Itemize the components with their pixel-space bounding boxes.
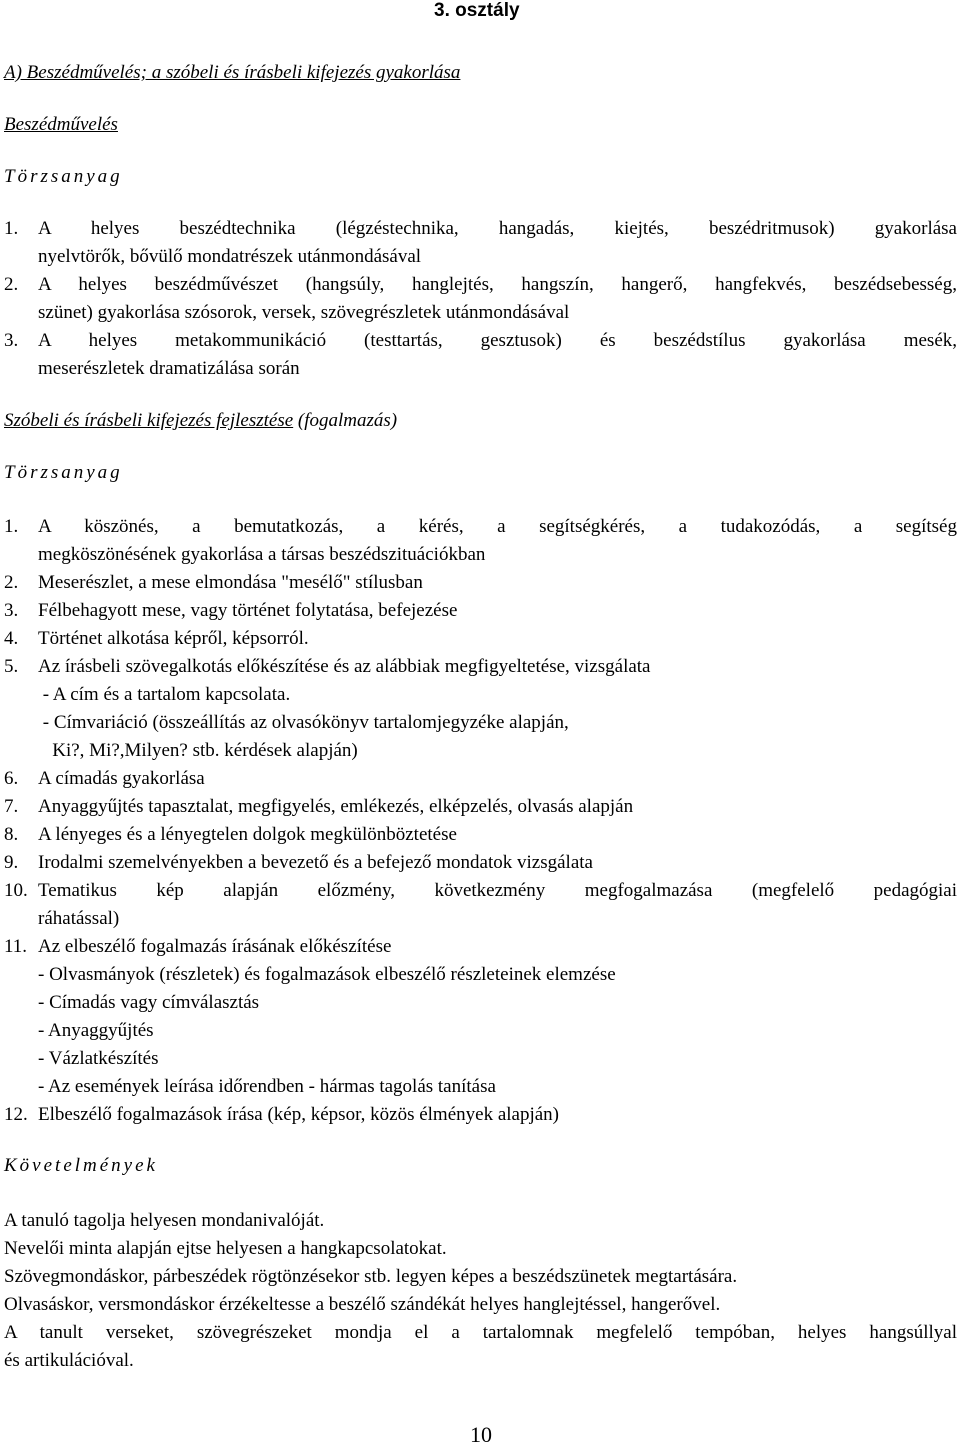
- list-item: 4. Történet alkotása képről, képsorról.: [4, 628, 309, 649]
- beszedmuveles-title: Beszédművelés: [4, 114, 118, 135]
- list-item: 5. Az írásbeli szövegalkotás előkészítése és az alábbiak megfigyeltetése, vizsgálata - A cím és a tartalom kapcsolata. - Címvariáció (összeállítás az olvasókönyv tartalomjegyzéke alapján, Ki?, Mi?,Milyen? stb. kérdések alapján): [4, 656, 651, 761]
- list-item: 8. A lényeges és a lényegtelen dolgok megkülönböztetése: [4, 824, 457, 845]
- fogalmazas-title: Szóbeli és írásbeli kifejezés fejlesztése: [4, 410, 294, 431]
- fogalmazas-subtitle: Törzsanyag: [4, 462, 123, 483]
- page-number: 10: [470, 1422, 492, 1447]
- grade-heading: 3. osztály: [434, 0, 520, 21]
- list-item: 10. Tematikus kép alapján előzmény, következmény megfogalmazása (megfelelő pedagógiai ráhatással): [4, 880, 957, 929]
- fogalmazas-title-suffix: (fogalmazás): [297, 410, 398, 431]
- list-item: 1. A köszönés, a bemutatkozás, a kérés, a segítségkérés, a tudakozódás, a segítség megköszönésének gyakorlása a társas beszédszituációkban: [4, 516, 957, 565]
- list-item: 3. Félbehagyott mese, vagy történet folytatása, befejezése: [4, 600, 458, 621]
- list-item: 12. Elbeszélő fogalmazások írása (kép, képsor, közös élmények alapján): [4, 1104, 560, 1125]
- section-a-title: A) Beszédművelés; a szóbeli és írásbeli kifejezés gyakorlása: [4, 62, 461, 83]
- list-item: 7. Anyaggyűjtés tapasztalat, megfigyelés, emlékezés, elképzelés, olvasás alapján: [4, 796, 634, 817]
- list-item: 2. Meserészlet, a mese elmondása "mesélő" stílusban: [4, 572, 423, 593]
- list-item: 11. Az elbeszélő fogalmazás írásának előkészítése - Olvasmányok (részletek) és fogalmazások elbeszélő részleteinek elemzése - Címadás vagy címválasztás - Anyaggyűjtés - Vázlatkészítés - Az események leírása időrendben - hármas tagolás tanítása: [4, 936, 616, 1097]
- beszedmuveles-list: [4, 215, 957, 383]
- kovetelmenyek-list: A tanuló tagolja helyesen mondanivalóját. Nevelői minta alapján ejtse helyesen a hangkapcsolatokat. Szövegmondáskor, párbeszédek rögtönzésekor stb. legyen képes a beszédszünetek megtartására. Olvasáskor, versmondáskor érzékeltesse a beszélő szándékát helyes hanglejtéssel, hangerővel. A tanult verseket, szövegrészeket mondja el a tartalomnak megfelelő tempóban, helyes hangsúllyal és artikulációval.: [4, 1210, 957, 1371]
- list-item: 1. A helyes beszédtechnika (légzéstechnika, hangadás, kiejtés, beszédritmusok) gyakorlása nyelvtörők, bővülő mondatrészek utánmondásával: [4, 218, 957, 267]
- kovetelmenyek-title: Követelmények: [4, 1155, 158, 1176]
- list-item: 2. A helyes beszédművészet (hangsúly, hanglejtés, hangszín, hangerő, hangfekvés, beszédsebesség, szünet) gyakorlása szósorok, versek, szövegrészletek utánmondásával: [4, 274, 957, 323]
- fogalmazas-list: [4, 513, 957, 1129]
- list-item: 9. Irodalmi szemelvényekben a bevezető és a befejező mondatok vizsgálata: [4, 852, 593, 873]
- list-item: 6. A címadás gyakorlása: [4, 768, 205, 789]
- list-item: 3. A helyes metakommunikáció (testtartás, gesztusok) és beszédstílus gyakorlása mesék, meserészletek dramatizálása során: [4, 330, 957, 379]
- fogalmazas-title-row: [4, 410, 397, 432]
- beszedmuveles-subtitle: Törzsanyag: [4, 166, 123, 187]
